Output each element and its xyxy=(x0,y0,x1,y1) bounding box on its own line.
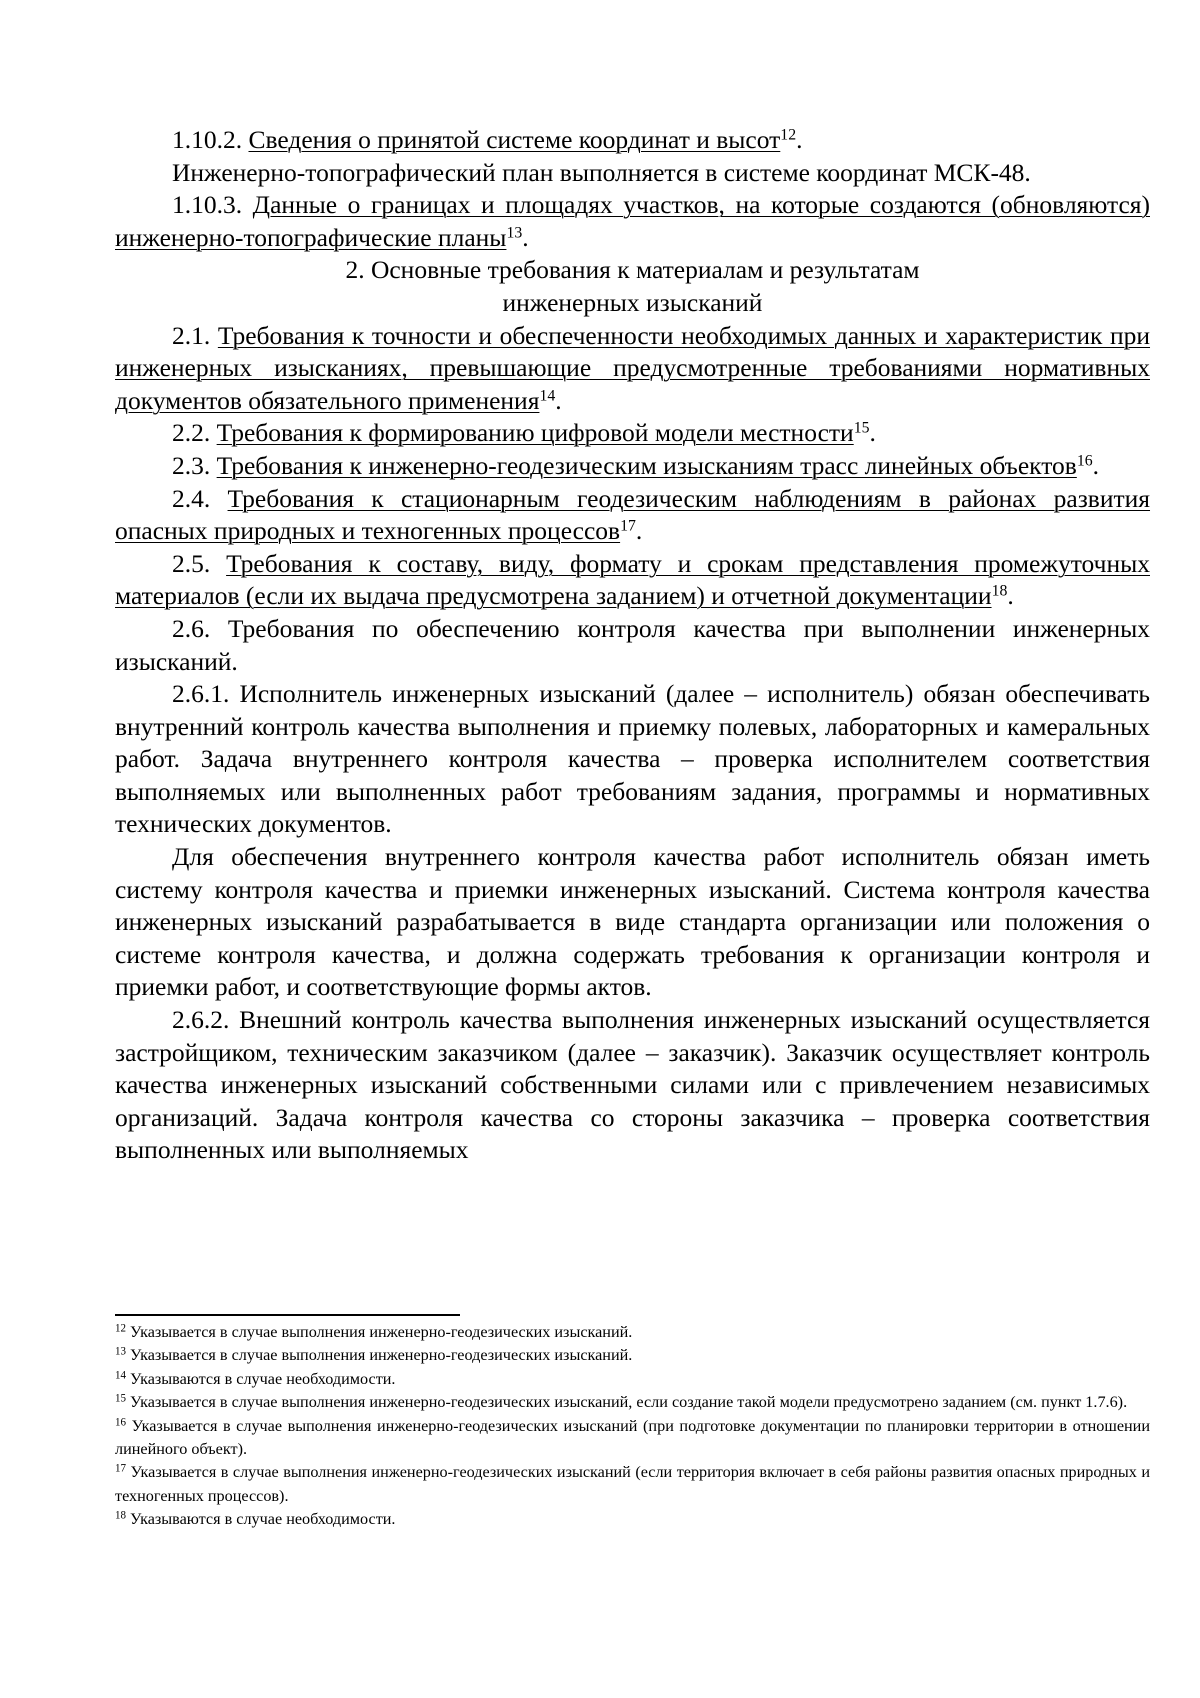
paragraph-2-3: 2.3. Требования к инженерно-геодезическим изысканиям трасс линейных объектов$^{16}$. xyxy=(172,450,1099,480)
footnote-separator xyxy=(115,1314,460,1316)
clause-number: 2.4. xyxy=(172,483,211,513)
clause-number: 1.10.2. xyxy=(172,125,243,154)
footnote-ref-16[interactable]: 16 xyxy=(1076,452,1093,470)
footnote-15: $^{15}$ Указывается в случае выполнения инженерно-геодезических изысканий, если создание такой модели предусмотрено заданием (см. пункт 1.7.6). xyxy=(115,1392,1128,1412)
footnote-13: $^{13}$ Указывается в случае выполнения инженерно-геодезических изысканий. xyxy=(115,1345,633,1365)
clause-text: Требования к стационарным геодезическим наблюдениям в районах развития опасных природных и техногенных процессов xyxy=(115,483,1151,546)
footnote-ref-17[interactable]: 17 xyxy=(620,517,636,535)
footnote-14: $^{14}$ Указываются в случае необходимости. xyxy=(115,1369,396,1388)
paragraph-1-10-3: 1.10.3. Данные о границах и площадях участков, на которые создаются (обновляются) инженерно-топографические планы$^{13}$. xyxy=(115,190,1150,252)
footnote-ref-15[interactable]: 15 xyxy=(853,419,870,437)
footnote-17: $^{17}$ Указывается в случае выполнения инженерно-геодезических изысканий (если территория включает в себя районы развития опасных природных и техногенных процессов). xyxy=(115,1462,1151,1505)
footnote-ref-18[interactable]: 18 xyxy=(991,582,1008,600)
clause-text: Требования к формированию цифровой модели местности xyxy=(216,418,854,448)
paragraph-2-6 xyxy=(115,613,1150,678)
clause-number: 2.3. xyxy=(172,450,211,480)
paragraph-2-6-2 xyxy=(115,1004,1150,1167)
footnote-16: $^{16}$ Указывается в случае выполнения инженерно-геодезических изысканий (при подготовке документации по планировки территории в отношении линейного объект). xyxy=(115,1416,1150,1459)
section-title: 2. Основные требования к материалам и результатам инженерных изысканий xyxy=(345,255,920,317)
document-body xyxy=(115,124,1150,1167)
clause-text: Исполнитель инженерных изысканий (далее – исполнитель) обязан обеспечивать внутренний контроль качества выполнения и приемку полевых, лабораторных и камеральных работ. Задача внутреннего контроля качества – проверка исполнителем соответствия выполняемых или выполненных работ требованиям задания, программы и нормативных технических документов. xyxy=(115,679,1150,839)
footnotes xyxy=(115,1321,1150,1532)
footnote-12: $^{12}$ Указывается в случае выполнения инженерно-геодезических изысканий. xyxy=(115,1322,633,1341)
clause-number: 2.6.2. xyxy=(172,1005,230,1035)
clause-number: 2.6.1. xyxy=(172,679,230,709)
clause-text: Сведения о принятой системе координат и высот xyxy=(248,125,781,154)
footnote-ref-12[interactable]: 12 xyxy=(780,126,797,144)
paragraph-2-2: 2.2. Требования к формированию цифровой модели местности$^{15}$. xyxy=(172,418,876,448)
paragraph-2-1: 2.1. Требования к точности и обеспеченности необходимых данных и характеристик при инженерных изысканиях, превышающие предусмотренные требованиями нормативных документов обязательного применения$^{14}$. xyxy=(115,320,1151,415)
clause-number: 1.10.3. xyxy=(172,190,243,220)
footnote-18: $^{18}$ Указываются в случае необходимости. xyxy=(115,1509,396,1529)
footnote-ref-14[interactable]: 14 xyxy=(539,387,556,405)
clause-text: Требования к составу, виду, формату и срокам представления промежуточных материалов (если их выдача предусмотрена заданием) и отчетной документации xyxy=(115,548,1150,611)
clause-number: 2.5. xyxy=(172,548,211,578)
clause-text: Внешний контроль качества выполнения инженерных изысканий осуществляется застройщиком, техническим заказчиком (далее – заказчик). Заказчик осуществляет контроль качества инженерных изысканий собственными силами или с привлечением независимых организаций. Задача контроля качества со стороны заказчика – проверка соответствия выполненных или выполняемых xyxy=(115,1005,1151,1165)
clause-text: Требования к точности и обеспеченности необходимых данных и характеристик при инженерных изысканиях, превышающие предусмотренные требованиями нормативных документов обязательного применения xyxy=(115,320,1151,415)
clause-text: Требования к инженерно-геодезическим изысканиям трасс линейных объектов xyxy=(216,450,1077,480)
footnote-ref-13[interactable]: 13 xyxy=(506,224,523,242)
clause-number: 2.6. xyxy=(172,613,211,643)
paragraph-coordinate-system: Инженерно-топографический план выполняется в системе координат МСК-48. xyxy=(172,157,1031,187)
clause-number: 2.2. xyxy=(172,418,211,448)
clause-number: 2.1. xyxy=(172,320,211,350)
paragraph-2-6-1 xyxy=(115,678,1150,841)
clause-text: Данные о границах и площадях участков, на которые создаются (обновляются) инженерно-топографические планы xyxy=(115,190,1150,252)
paragraph-2-5: 2.5. Требования к составу, виду, формату и срокам представления промежуточных материалов (если их выдача предусмотрена заданием) и отчетной документации$^{18}$. xyxy=(115,548,1150,611)
paragraph-2-4: 2.4. Требования к стационарным геодезическим наблюдениям в районах развития опасных природных и техногенных процессов$^{17}$. xyxy=(115,483,1151,546)
clause-text: Требования по обеспечению контроля качества при выполнении инженерных изысканий. xyxy=(115,613,1151,676)
paragraph-1-10-2: 1.10.2. Сведения о принятой системе координат и высот$^{12}$. xyxy=(172,125,803,154)
paragraph-internal-control: Для обеспечения внутреннего контроля качества работ исполнитель обязан иметь систему контроля качества и приемки инженерных изысканий. Система контроля качества инженерных изысканий разрабатывается в виде стандарта организации или положения о системе контроля качества, и должна содержать требования к организации контроля и приемки работ, и соответствующие формы актов. xyxy=(115,842,1150,1002)
